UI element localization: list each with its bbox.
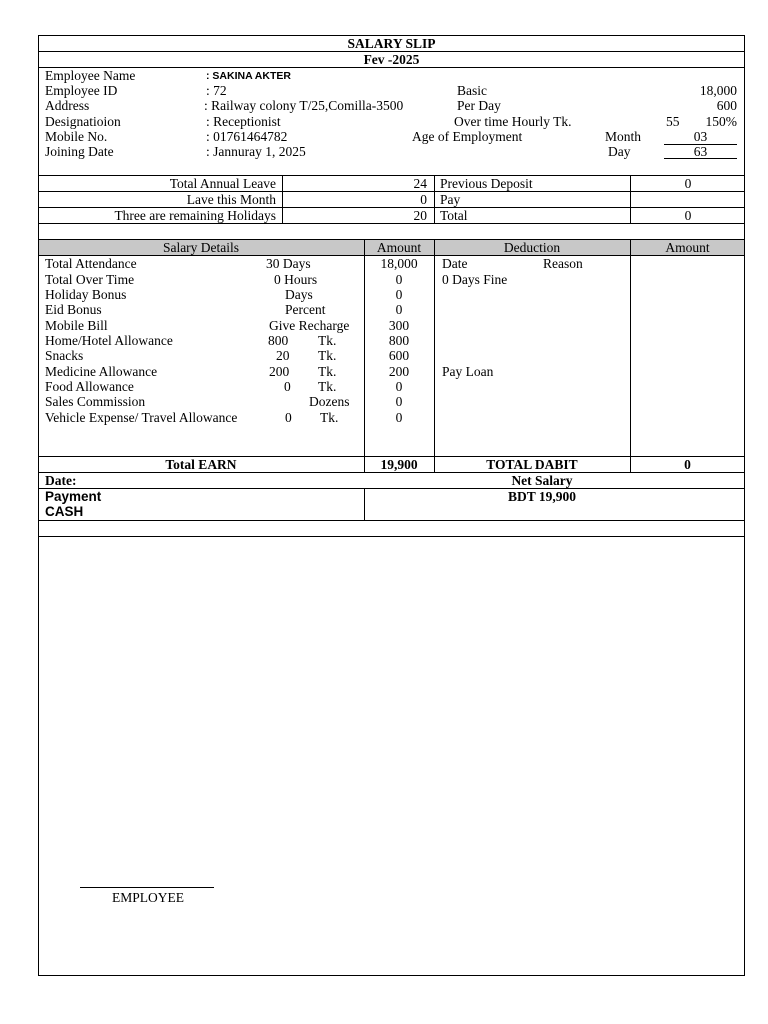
divider <box>38 67 745 68</box>
day-value: 63 <box>693 144 708 159</box>
detail-row-label: Sales Commission <box>45 394 146 409</box>
detail-row-quantity: 200 <box>269 364 290 379</box>
net-salary-label: Net Salary <box>511 473 573 488</box>
mobile-label: Mobile No. <box>45 129 108 144</box>
deduction-date-label: Date <box>442 256 468 271</box>
divider <box>38 223 745 224</box>
detail-row-label: Medicine Allowance <box>45 364 158 379</box>
total-label: Total <box>440 208 468 223</box>
previous-deposit-value: 0 <box>684 176 692 191</box>
designation-value: : Receptionist <box>206 114 281 129</box>
payment-label: Payment <box>45 489 102 504</box>
detail-row-amount: 0 <box>395 394 403 409</box>
divider <box>364 488 365 520</box>
previous-deposit-label: Previous Deposit <box>440 176 533 191</box>
detail-row-label: Total Attendance <box>45 256 137 271</box>
total-earn-value: 19,900 <box>380 457 418 472</box>
date-label: Date: <box>45 473 77 488</box>
detail-row-amount: 600 <box>388 348 410 363</box>
detail-row-amount: 200 <box>388 364 410 379</box>
employee-name-label: Employee Name <box>45 68 136 83</box>
total-value: 0 <box>684 208 692 223</box>
net-salary-value: BDT 19,900 <box>507 489 576 504</box>
detail-row-amount: 0 <box>395 302 403 317</box>
detail-row-quantity: 20 <box>276 348 290 363</box>
divider <box>282 175 283 223</box>
age-of-employment-label: Age of Employment <box>412 129 523 144</box>
detail-row-amount: 0 <box>395 287 403 302</box>
detail-row-amount: 300 <box>388 318 410 333</box>
total-earn-label: Total EARN <box>165 457 237 472</box>
detail-row-label: Vehicle Expense/ Travel Allowance <box>45 410 238 425</box>
detail-row-unit: Tk. <box>318 364 337 379</box>
detail-row-amount: 0 <box>395 272 403 287</box>
deduction-amount-header: Amount <box>665 240 710 255</box>
detail-row-amount: 0 <box>395 379 403 394</box>
day-label: Day <box>608 144 631 159</box>
detail-row-quantity: 0 <box>284 379 291 394</box>
detail-row-label: Eid Bonus <box>45 302 102 317</box>
detail-row-label: Total Over Time <box>45 272 135 287</box>
detail-row-quantity: Days <box>285 287 313 302</box>
deduction-fine: 0 Days Fine <box>442 272 508 287</box>
detail-row-unit: Tk. <box>320 410 339 425</box>
divider <box>38 536 745 537</box>
total-annual-leave-value: 24 <box>413 176 427 191</box>
detail-row-quantity: Percent <box>285 302 326 317</box>
per-day-label: Per Day <box>457 98 501 113</box>
deduction-loan: Pay Loan <box>442 364 494 379</box>
salary-details-header: Salary Details <box>162 240 240 255</box>
remaining-holidays-value: 20 <box>413 208 427 223</box>
employee-name-value: : SAKINA AKTER <box>206 70 291 82</box>
detail-row-unit: Tk. <box>318 348 337 363</box>
overtime-label: Over time Hourly Tk. <box>454 114 572 129</box>
detail-row-label: Holiday Bonus <box>45 287 127 302</box>
leave-this-month-label: Lave this Month <box>186 192 276 207</box>
underline <box>664 158 737 159</box>
detail-row-amount: 800 <box>388 333 410 348</box>
divider <box>434 239 435 472</box>
remaining-holidays-label: Three are remaining Holidays <box>114 208 276 223</box>
employee-signature-label: EMPLOYEE <box>112 890 184 905</box>
detail-row-quantity: 30 Days <box>266 256 311 271</box>
payment-method: CASH <box>45 504 84 519</box>
signature-line <box>80 887 214 888</box>
detail-row-quantity: Give Recharge <box>269 318 350 333</box>
deduction-header: Deduction <box>503 240 561 255</box>
leave-this-month-value: 0 <box>420 192 427 207</box>
detail-row-label: Food Allowance <box>45 379 134 394</box>
employee-id-label: Employee ID <box>45 83 118 98</box>
divider <box>38 520 745 521</box>
month-value: 03 <box>693 129 708 144</box>
month-label: Month <box>605 129 642 144</box>
detail-row-quantity: Dozens <box>309 394 350 409</box>
detail-row-label: Home/Hotel Allowance <box>45 333 173 348</box>
slip-title: SALARY SLIP <box>347 36 436 51</box>
total-debit-label: TOTAL DABIT <box>486 457 578 472</box>
detail-row-quantity: 800 <box>268 333 289 348</box>
total-debit-value: 0 <box>684 457 691 472</box>
detail-row-label: Mobile Bill <box>45 318 108 333</box>
divider <box>630 239 631 472</box>
address-value: : Railway colony T/25,Comilla-3500 <box>204 98 404 113</box>
joining-date-value: : Jannuray 1, 2025 <box>206 144 306 159</box>
detail-row-amount: 0 <box>395 410 403 425</box>
overtime-rate: 55 <box>666 114 680 129</box>
detail-row-quantity: 0 Hours <box>274 272 318 287</box>
pay-label: Pay <box>440 192 461 207</box>
basic-label: Basic <box>457 83 487 98</box>
employee-id-value: : 72 <box>206 83 227 98</box>
address-label: Address <box>45 98 90 113</box>
slip-period: Fev -2025 <box>363 52 420 67</box>
detail-row-label: Snacks <box>45 348 84 363</box>
mobile-value: : 01761464782 <box>206 129 288 144</box>
joining-date-label: Joining Date <box>45 144 114 159</box>
total-annual-leave-label: Total Annual Leave <box>169 176 276 191</box>
detail-row-unit: Tk. <box>318 379 337 394</box>
per-day-value: 600 <box>716 98 737 113</box>
detail-row-amount: 18,000 <box>380 256 418 271</box>
designation-label: Designatioion <box>45 114 121 129</box>
deduction-reason-label: Reason <box>543 256 583 271</box>
divider <box>434 175 435 223</box>
detail-row-quantity: 0 <box>285 410 292 425</box>
detail-row-unit: Tk. <box>318 333 337 348</box>
basic-value: 18,000 <box>699 83 737 98</box>
amount-header: Amount <box>376 240 422 255</box>
overtime-percent: 150% <box>705 114 737 129</box>
